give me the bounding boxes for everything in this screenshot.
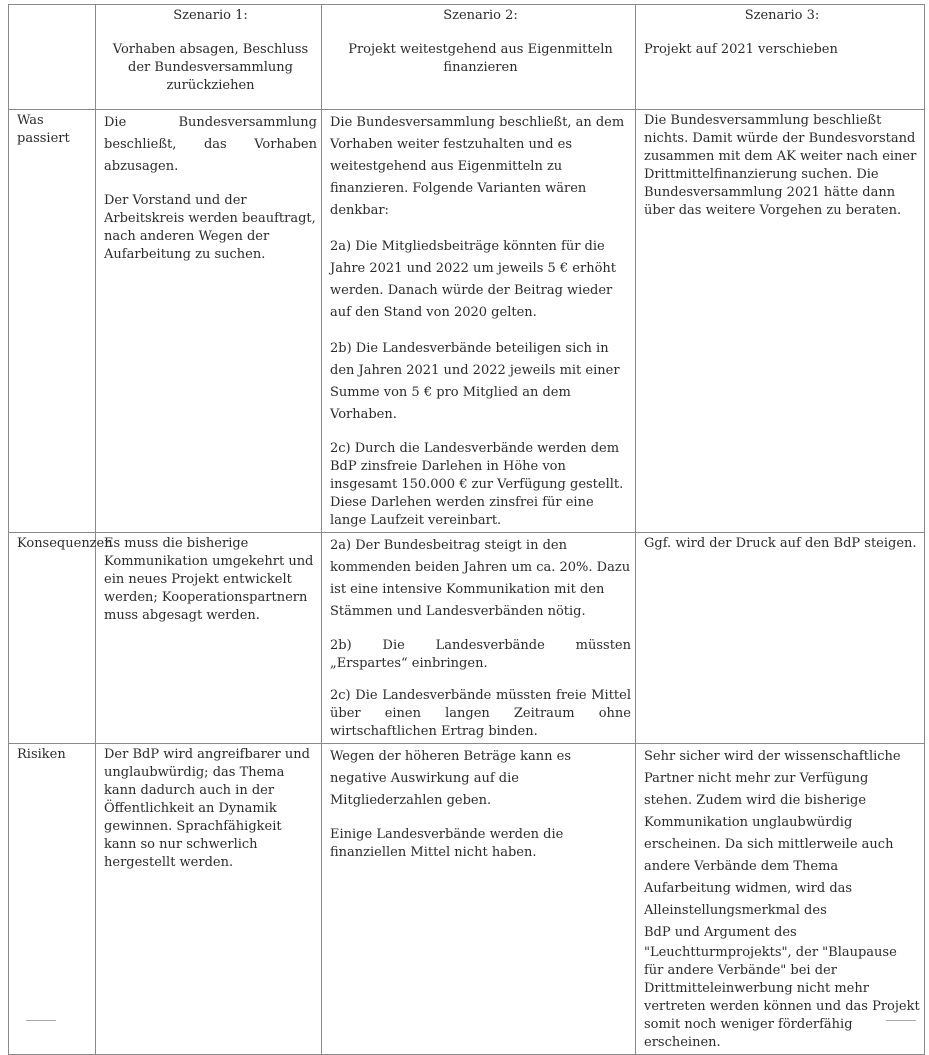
scenario-3-number: Szenario 3:	[744, 8, 820, 23]
scenario-1-number: Szenario 1:	[173, 8, 248, 23]
row-konsequenzen	[9, 533, 925, 744]
paragraph: Der Vorstand und der Arbeitskreis werden beauftragt, nach anderen Wegen der Aufarbeitung zu suchen.	[104, 193, 316, 262]
paragraph: Wegen der höheren Beträge kann es negative Auswirkung auf die Mitgliederzahlen geben.	[330, 749, 572, 808]
row-label: Konsequenzen	[9, 533, 96, 744]
scenario-2-title: Projekt weitestgehend aus Eigenmitteln finanzieren	[348, 42, 613, 75]
paragraph: 2b) Die Landesverbände müssten „Erspartes“ einbringen.	[330, 638, 631, 671]
paragraph: 2a) Die Mitgliedsbeiträge könnten für die Jahre 2021 und 2022 um jeweils 5 € erhöht werden. Danach würde der Beitrag wieder auf den Stand von 2020 gelten.	[330, 239, 617, 320]
paragraph: "Leuchtturmprojekts", der "Blaupause für andere Verbände" bei der Drittmitteleinwerbung nicht mehr vertreten werden können und das Projekt somit noch weniger förderfähig erscheinen.	[644, 945, 920, 1050]
cell-risk-s2	[322, 744, 636, 1055]
page-edge-mark	[26, 1020, 56, 1021]
paragraph: Es muss die bisherige Kommunikation umgekehrt und ein neues Projekt entwickelt werden; Kooperationspartnern muss abgesagt werden.	[104, 536, 314, 623]
paragraph: Sehr sicher wird der wissenschaftliche Partner nicht mehr zur Verfügung stehen. Zudem wird die bisherige Kommunikation unglaubwürdig erscheinen. Da sich mittlerweile auch andere Verbände dem Thema Aufarbeitung widmen, wird das Alleinstellungsmerkmal des	[644, 749, 901, 918]
paragraph: BdP und Argument des	[644, 925, 797, 940]
paragraph: Ggf. wird der Druck auf den BdP steigen.	[644, 536, 917, 551]
paragraph: Die Bundesversammlung beschließt nichts. Damit würde der Bundesvorstand zusammen mit dem AK weiter nach einer Drittmittelfinanzierung suchen. Die Bundesversammlung 2021 hätte dann über das weitere Vorgehen zu beraten.	[644, 113, 917, 218]
cell-kons-s3	[636, 533, 925, 744]
paragraph: Einige Landesverbände werden die finanziellen Mittel nicht haben.	[330, 827, 564, 860]
paragraph: 2b) Die Landesverbände beteiligen sich in den Jahren 2021 und 2022 jeweils mit einer Summe von 5 € pro Mitglied an dem Vorhaben.	[330, 341, 620, 422]
cell-kons-s2	[322, 533, 636, 744]
header-scenario-2	[322, 5, 636, 110]
cell-kons-s1	[96, 533, 322, 744]
paragraph: Die Bundesversammlung beschließt, das Vorhaben abzusagen.	[104, 115, 317, 174]
page-edge-mark	[886, 1020, 916, 1021]
cell-was-s2	[322, 110, 636, 533]
header-scenario-1	[96, 5, 322, 110]
paragraph: 2a) Der Bundesbeitrag steigt in den kommenden beiden Jahren um ca. 20%. Dazu ist eine intensive Kommunikation mit den Stämmen und Landesverbänden nötig.	[330, 538, 631, 619]
cell-was-s1	[96, 110, 322, 533]
header-scenario-3	[636, 5, 925, 110]
paragraph: 2c) Die Landesverbände müssten freie Mittel über einen langen Zeitraum ohne wirtschaftlichen Ertrag binden.	[330, 688, 631, 739]
row-risiken	[9, 744, 925, 1055]
scenario-table	[8, 4, 925, 1055]
paragraph: 2c) Durch die Landesverbände werden dem BdP zinsfreie Darlehen in Höhe von insgesamt 150.000 € zur Verfügung gestellt. Diese Darlehen werden zinsfrei für eine lange Laufzeit vereinbart.	[330, 441, 624, 528]
header-empty-cell	[9, 5, 96, 110]
cell-risk-s3	[636, 744, 925, 1055]
row-label: Was passiert	[9, 110, 96, 533]
scenario-3-title: Projekt auf 2021 verschieben	[644, 42, 838, 57]
paragraph: Der BdP wird angreifbarer und unglaubwürdig; das Thema kann dadurch auch in der Öffentlichkeit an Dynamik gewinnen. Sprachfähigkeit kann so nur schwerlich hergestellt werden.	[104, 747, 310, 870]
header-row	[9, 5, 925, 110]
cell-risk-s1	[96, 744, 322, 1055]
row-label: Risiken	[9, 744, 96, 1055]
scenario-2-number: Szenario 2:	[443, 8, 518, 23]
cell-was-s3	[636, 110, 925, 533]
paragraph: Die Bundesversammlung beschließt, an dem Vorhaben weiter festzuhalten und es weitestgehend aus Eigenmitteln zu finanzieren. Folgende Varianten wären denkbar:	[330, 115, 625, 218]
row-was-passiert	[9, 110, 925, 533]
scenario-1-title: Vorhaben absagen, Beschluss der Bundesversammlung zurückziehen	[112, 42, 309, 93]
